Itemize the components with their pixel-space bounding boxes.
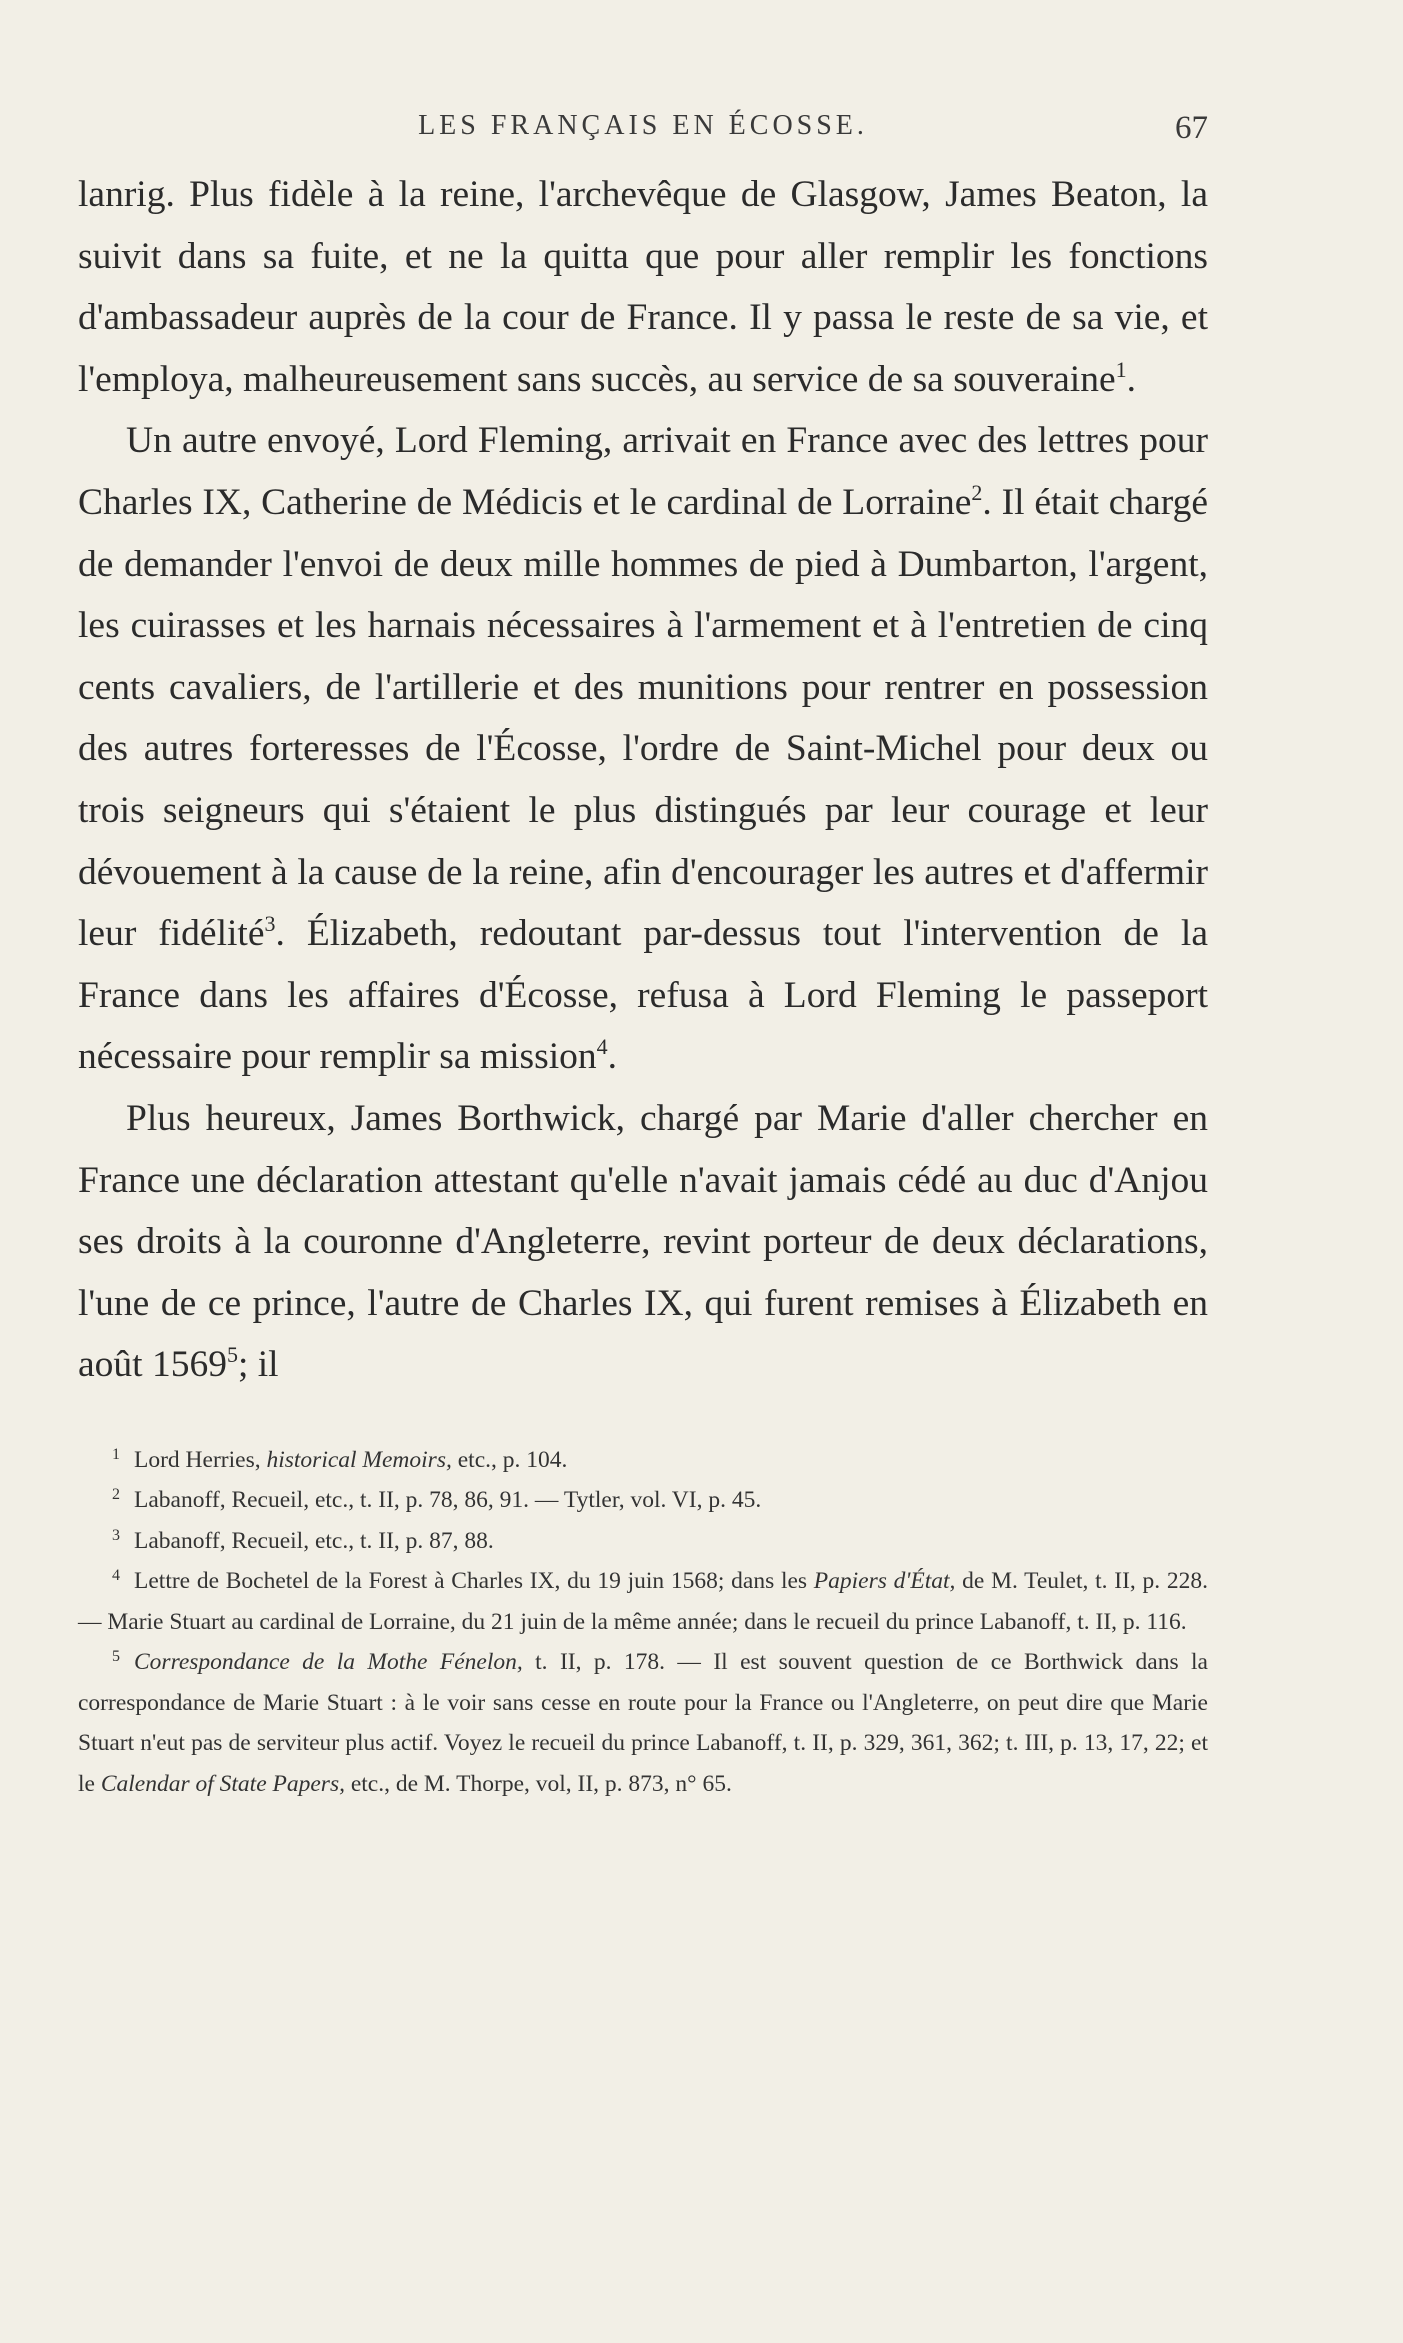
footnote — [78, 1561, 1208, 1642]
page-header — [78, 110, 1208, 154]
text-run: Plus heureux, James Borthwick, chargé par Marie d'aller chercher en France une déclaration attestant qu'elle n'avait jamais cédé au duc d'Anjou ses droits à la couronne d'Angleterre, revint porteur de deux déclarations, l'une de ce prince, l'autre de Charles IX, qui furent remises à Élizabeth en août 1569 — [78, 1097, 1208, 1386]
footnote-ref: 4 — [596, 1034, 608, 1060]
paragraph — [78, 410, 1208, 1088]
text-run: . — [607, 1036, 617, 1078]
footnote-text — [78, 1568, 1208, 1635]
text-run: . Il était chargé de demander l'envoi de deux mille hommes de pied à Dumbarton, l'argent, les cuirasses et les harnais nécessaires à l'armement et à l'entretien de cinq cents cavaliers, de l'artillerie et des munitions pour rentrer en possession des autres forteresses de l'Écosse, l'ordre de Saint-Michel pour deux ou trois seigneurs qui s'étaient le plus distingués par leur courage et leur dévouement à la cause de la reine, afin d'encourager les autres et d'affermir leur fidélité — [78, 481, 1208, 955]
page-number: 67 — [1175, 110, 1208, 146]
footnote-number: 4 — [112, 1567, 120, 1585]
footnote — [78, 1521, 1208, 1562]
text-run: . Élizabeth, redoutant par-dessus tout l'intervention de la France dans les affaires d'Écosse, refusa à Lord Fleming le passeport nécessaire pour remplir sa mission — [78, 913, 1208, 1078]
footnote — [78, 1480, 1208, 1521]
text-run-italic: historical Memoirs, — [266, 1446, 452, 1473]
footnote-text — [78, 1649, 1208, 1797]
footnote-ref: 2 — [971, 479, 983, 505]
text-run: Labanoff, Recueil, etc., t. II, p. 87, 88. — [134, 1527, 494, 1554]
text-run: Un autre envoyé, Lord Fleming, arrivait en France avec des lettres pour Charles IX, Catherine de Médicis et le cardinal de Lorraine — [78, 420, 1208, 523]
footnote-text — [134, 1487, 761, 1513]
paragraph — [78, 164, 1208, 410]
footnote-text — [134, 1447, 567, 1473]
text-run: ; il — [237, 1344, 279, 1386]
text-run: lanrig. Plus fidèle à la reine, l'archevêque de Glasgow, James Beaton, la suivit dans sa fuite, et ne la quitta que pour aller remplir les fonctions d'ambassadeur auprès de la cour de France. Il y passa le reste de sa vie, et l'employa, malheureusement sans succès, au service de sa souveraine — [78, 174, 1208, 400]
running-title: LES FRANÇAIS EN ÉCOSSE. — [418, 110, 868, 141]
text-run-italic: Correspondance de la Mothe Fénelon, — [134, 1649, 523, 1676]
text-run: de M. Teulet, t. II, p. 228. — Marie Stuart au cardinal de Lorraine, du 21 juin de la même année; dans le recueil du prince Labanoff, t. II, p. 116. — [78, 1568, 1208, 1635]
body-text — [78, 164, 1208, 1396]
text-run-italic: Calendar of State Papers, — [100, 1770, 345, 1797]
text-run-italic: Papiers d'État, — [813, 1568, 956, 1595]
footnote-ref: 3 — [264, 911, 276, 937]
book-page — [78, 110, 1208, 1804]
footnotes — [78, 1440, 1208, 1805]
footnote-ref: 5 — [226, 1342, 238, 1368]
text-run: . — [1126, 358, 1136, 400]
footnote-text — [134, 1528, 494, 1554]
footnote-number: 5 — [112, 1648, 120, 1666]
footnote-number: 2 — [112, 1486, 120, 1504]
footnote-number: 3 — [112, 1526, 120, 1544]
footnote-number: 1 — [112, 1445, 120, 1463]
text-run: t. II, p. 178. — Il est souvent question de ce Borthwick dans la correspondance de Marie Stuart : à le voir sans cesse en route pour la France ou l'Angleterre, on peut dire que Marie Stuart n'eut pas de serviteur plus actif. Voyez le recueil du prince Labanoff, t. II, p. 329, 361, 362; t. III, p. 13, 17, 22; et le — [78, 1649, 1208, 1797]
text-run: Lettre de Bochetel de la Forest à Charles IX, du 19 juin 1568; dans les — [134, 1568, 814, 1595]
footnote — [78, 1642, 1208, 1804]
text-run: etc., de M. Thorpe, vol, II, p. 873, n° 65. — [344, 1770, 732, 1797]
text-run: etc., p. 104. — [451, 1446, 568, 1473]
footnote — [78, 1440, 1208, 1481]
footnote-ref: 1 — [1115, 356, 1127, 382]
paragraph — [78, 1088, 1208, 1396]
text-run: Lord Herries, — [134, 1446, 267, 1473]
text-run: Labanoff, Recueil, etc., t. II, p. 78, 86, 91. — Tytler, vol. VI, p. 45. — [134, 1487, 762, 1514]
